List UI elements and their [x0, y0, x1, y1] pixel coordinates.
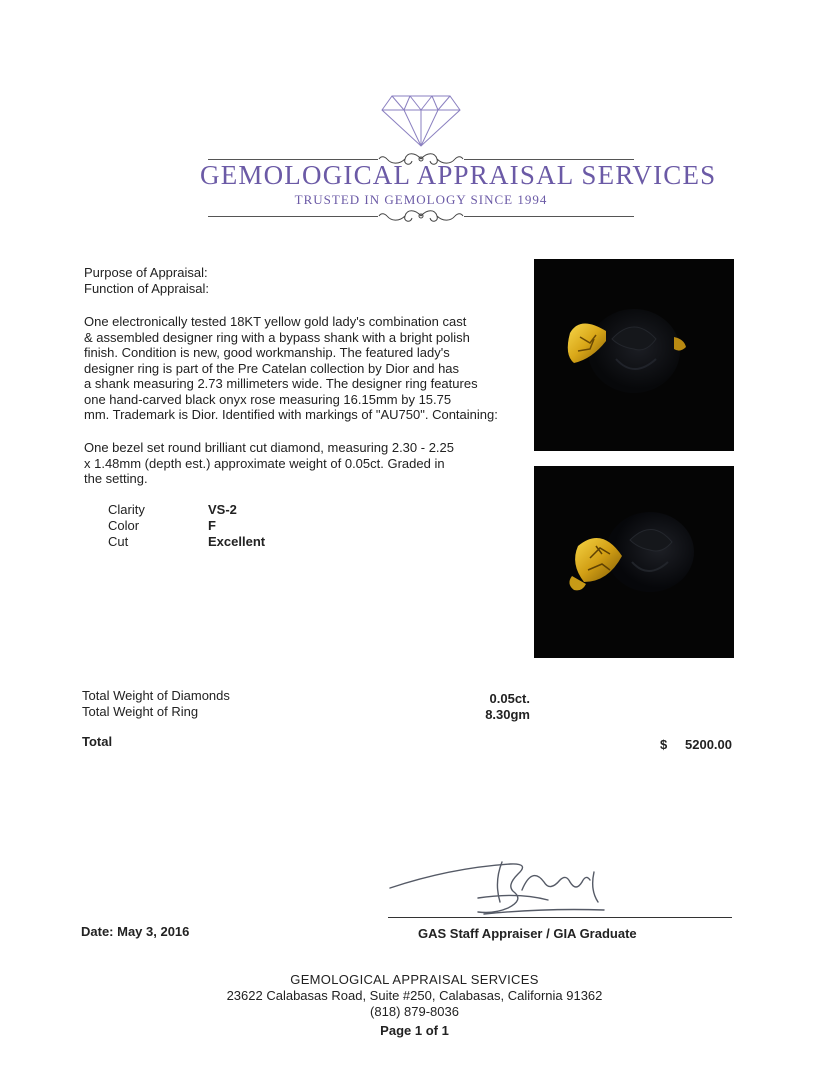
purpose-label: Purpose of Appraisal:: [84, 265, 208, 280]
grade-label-cut: Cut: [108, 534, 129, 549]
description-line: & assembled designer ring with a bypass shank with a bright polish: [84, 329, 470, 345]
description-line: one hand-carved black onyx rose measuring 16.15mm by 15.75: [84, 391, 452, 407]
diamond-line: x 1.48mm (depth est.) approximate weight of 0.05ct. Graded in: [84, 455, 445, 471]
footer-phone: (818) 879-8036: [370, 1004, 459, 1019]
signature-image: [384, 854, 644, 924]
description-line: finish. Condition is new, good workmanship. The featured lady's: [84, 345, 450, 360]
function-label: Function of Appraisal:: [84, 281, 210, 296]
total-label: Total: [82, 734, 113, 749]
footer-address: 23622 Calabasas Road, Suite #250, Calabasas, California 91362: [226, 988, 603, 1003]
signature-line: [388, 917, 732, 918]
diamond-logo-icon: [380, 94, 462, 148]
grade-label-clarity: Clarity: [108, 502, 145, 517]
footer-company: GEMOLOGICAL APPRAISAL SERVICES: [290, 972, 539, 987]
grade-label-color: Color: [108, 518, 140, 533]
grade-value-cut: Excellent: [208, 534, 266, 549]
appraiser-title: GAS Staff Appraiser / GIA Graduate: [418, 926, 637, 941]
appraisal-date: Date: May 3, 2016: [81, 924, 190, 939]
description-line: designer ring is part of the Pre Catelan collection by Dior and has: [84, 360, 460, 376]
company-title: GEMOLOGICAL APPRAISAL SERVICES: [200, 160, 717, 190]
total-ring-weight-value: 8.30gm: [485, 707, 530, 722]
company-tagline: TRUSTED IN GEMOLOGY SINCE 1994: [294, 192, 548, 207]
ring-photo-angle: [534, 466, 734, 658]
grade-value-color: F: [208, 518, 216, 533]
item-description: [84, 314, 524, 423]
diamond-description: [84, 440, 524, 487]
onyx-rose-ring-icon: [534, 466, 734, 658]
description-line: mm. Trademark is Dior. Identified with markings of "AU750". Containing:: [84, 407, 498, 422]
onyx-rose-ring-icon: [534, 259, 734, 451]
page-number: Page 1 of 1: [380, 1023, 449, 1038]
header-rule: [464, 216, 634, 217]
currency-symbol: $: [660, 737, 668, 752]
header-rule: [208, 216, 378, 217]
description-line: One electronically tested 18KT yellow gold lady's combination cast: [84, 314, 467, 329]
diamond-line: One bezel set round brilliant cut diamond, measuring 2.30 - 2.25: [84, 440, 454, 455]
total-diamond-weight-label: Total Weight of Diamonds: [82, 688, 230, 703]
description-line: a shank measuring 2.73 millimeters wide. The designer ring features: [84, 376, 478, 391]
grade-value-clarity: VS-2: [208, 502, 237, 517]
scroll-ornament-icon: [376, 207, 466, 225]
ring-photo-side: [534, 259, 734, 451]
diamond-line: the setting.: [84, 471, 148, 486]
total-diamond-weight-value: 0.05ct.: [489, 691, 530, 706]
total-value: 5200.00: [685, 737, 732, 752]
total-ring-weight-label: Total Weight of Ring: [82, 704, 199, 719]
